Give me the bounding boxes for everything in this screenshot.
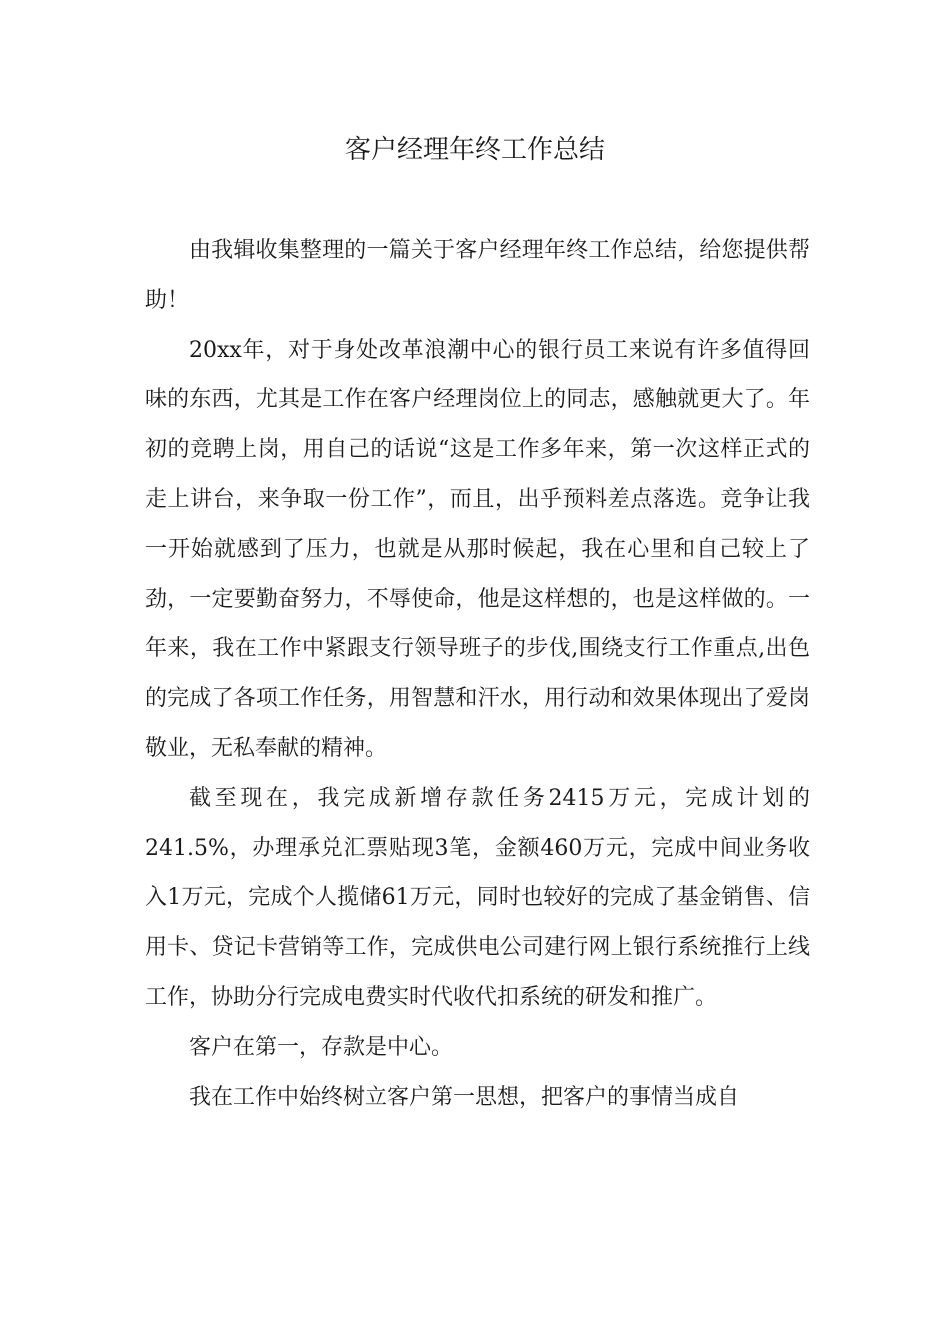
- paragraph-customer-thinking: 我在工作中始终树立客户第一思想，把客户的事情当成自: [189, 1084, 740, 1110]
- paragraph-year-review: 20xx年，对于身处改革浪潮中心的银行员工来说有许多值得回味的东西，尤其是工作在客户经理岗位上的同志，感触就更大了。年初的竞聘上岗，用自己的话说“这是工作多年来，第一次这样正式的走上讲台，来争取一份工作”，而且，出乎预料差点落选。竞争让我一开始就感到了压力，也就是从那时候起，我在心里和自己较上了劲，一定要勤奋努力，不辱使命，他是这样想的，也是这样做的。一年来，我在工作中紧跟支行领导班子的步伐,围绕支行工作重点,出色的完成了各项工作任务，用智慧和汗水，用行动和效果体现出了爱岗敬业，无私奉献的精神。: [145, 337, 810, 761]
- document-title: 客户经理年终工作总结: [344, 135, 605, 165]
- paragraph-intro: 由我辑收集整理的一篇关于客户经理年终工作总结，给您提供帮助！: [145, 238, 810, 313]
- paragraph-customer-first: 客户在第一，存款是中心。: [189, 1034, 454, 1060]
- paragraph-achievements: 截至现在，我完成新增存款任务2415万元，完成计划的241.5%，办理承兑汇票贴现3笔，金额460万元，完成中间业务收入1万元，完成个人揽储61万元，同时也较好的完成了基金销售、信用卡、贷记卡营销等工作，完成供电公司建行网上银行系统推行上线工作，协助分行完成电费实时代收代扣系统的研发和推广。: [145, 785, 810, 1010]
- document-body: [145, 226, 810, 1122]
